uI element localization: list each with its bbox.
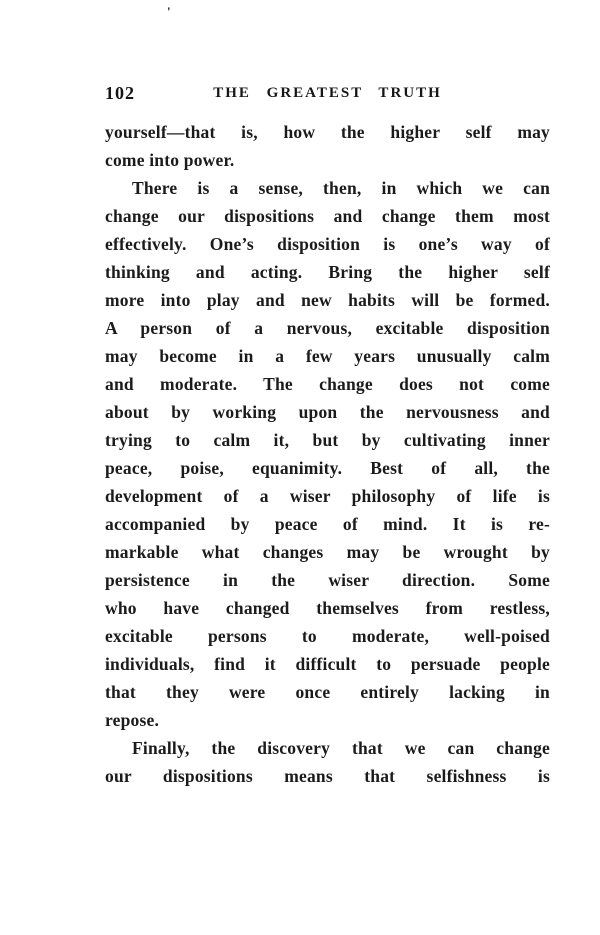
text-line: markable what changes may be wrought by [105,542,550,562]
text-line: change our dispositions and change them most [105,206,550,226]
text-line: yourself—that is, how the higher self may [105,122,550,142]
text-line: that they were once entirely lacking in [105,682,550,702]
page-number: 102 [105,83,135,103]
text-line: development of a wiser philosophy of life is [105,486,550,506]
running-header: THE GREATEST TRUTH [213,85,442,101]
text-line: about by working upon the nervousness and [105,402,550,422]
text-line: more into play and new habits will be formed. [105,290,550,310]
text-line: individuals, find it difficult to persuade people [105,654,550,674]
text-line: A person of a nervous, excitable disposition [105,318,550,338]
text-line: may become in a few years unusually calm [105,346,550,366]
text-line: There is a sense, then, in which we can [132,178,550,198]
text-line: come into power. [105,150,235,170]
text-line: who have changed themselves from restless, [105,598,550,618]
text-line: accompanied by peace of mind. It is re- [105,514,550,534]
text-line: Finally, the discovery that we can change [132,738,550,758]
text-line: peace, poise, equanimity. Best of all, the [105,458,550,478]
text-line: thinking and acting. Bring the higher self [105,262,550,282]
text-line: persistence in the wiser direction. Some [105,570,550,590]
text-line: trying to calm it, but by cultivating inner [105,430,550,450]
text-line: our dispositions means that selfishness is [105,766,550,786]
page-header [105,83,550,103]
ink-speck: ' [167,4,171,19]
text-line: effectively. One’s disposition is one’s way of [105,234,550,254]
text-line: repose. [105,710,160,730]
text-block [105,118,550,790]
text-line: excitable persons to moderate, well-poised [105,626,550,646]
text-line: and moderate. The change does not come [105,374,550,394]
